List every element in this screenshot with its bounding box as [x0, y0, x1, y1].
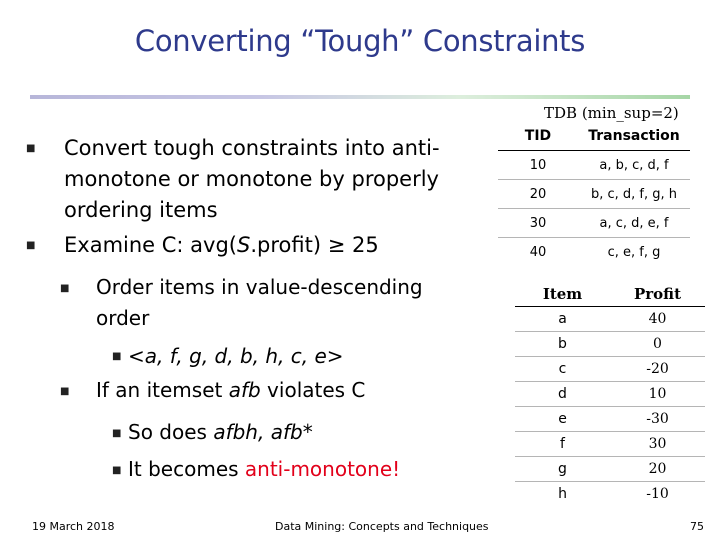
item-cell: c: [515, 357, 610, 382]
item-cell: e: [515, 407, 610, 432]
profit-header: Profit: [610, 282, 705, 307]
table-row: [515, 407, 705, 432]
item-cell: b: [515, 332, 610, 357]
profit-cell: 40: [610, 307, 705, 332]
table-row: [515, 482, 705, 507]
sub-sub-bullet-3-prefix: It becomes: [128, 457, 245, 481]
bullet-marker: [26, 240, 35, 251]
sub-sub-bullet-2-prefix: So does: [128, 420, 214, 444]
exclamation: !: [392, 457, 401, 481]
title-divider: [30, 95, 690, 99]
profit-cell: 10: [610, 382, 705, 407]
bullet-1-line-2: monotone or monotone by properly: [64, 167, 439, 191]
item-order-text: <a, f, g, d, b, h, c, e>: [128, 344, 344, 368]
anti-monotone-emphasis: anti-monotone: [244, 457, 393, 481]
bullet-2-prefix: Examine C: avg(: [64, 233, 237, 257]
footer-course: Data Mining: Concepts and Techniques: [275, 520, 489, 533]
sub-bullet-2-var: afb: [228, 378, 261, 402]
tdb-caption: TDB (min_sup=2): [544, 104, 679, 122]
table-header-row: [498, 122, 690, 151]
table-row: [498, 151, 690, 180]
bullet-2-text: [64, 230, 379, 261]
item-header: Item: [515, 282, 610, 307]
item-cell: a: [515, 307, 610, 332]
table-row: [515, 332, 705, 357]
tid-cell: 30: [498, 209, 578, 238]
bullet-marker: [60, 283, 69, 294]
bullet-2-var: S: [237, 233, 251, 257]
sub-sub-bullet-2-var: afbh, afb*: [213, 420, 313, 444]
transaction-cell: b, c, d, f, g, h: [578, 180, 690, 209]
tid-cell: 20: [498, 180, 578, 209]
profit-cell: 20: [610, 457, 705, 482]
transaction-cell: a, c, d, e, f: [578, 209, 690, 238]
table-row: [498, 238, 690, 267]
table-row: [515, 382, 705, 407]
bullet-marker: [112, 351, 121, 362]
table-header-row: [515, 282, 705, 307]
slide-title: Converting “Tough” Constraints: [134, 24, 586, 58]
bullet-1-text: [64, 133, 440, 226]
profit-cell: -30: [610, 407, 705, 432]
profit-table: [515, 282, 705, 506]
sub-sub-bullet-2-text: [128, 417, 313, 448]
table-row: [515, 457, 705, 482]
item-cell: g: [515, 457, 610, 482]
table-row: [498, 180, 690, 209]
transaction-table: [498, 122, 690, 266]
item-cell: h: [558, 486, 567, 502]
table-row: [515, 432, 705, 457]
profit-cell: -10: [646, 486, 669, 502]
bullet-marker: [112, 428, 121, 439]
bullet-1-line-3: ordering items: [64, 198, 218, 222]
transaction-header: Transaction: [578, 122, 690, 151]
sub-bullet-1-line-2: order: [96, 306, 150, 330]
bullet-marker: [112, 465, 121, 476]
bullet-1-line-1: Convert tough constraints into anti-: [64, 136, 440, 160]
profit-cell: 0: [610, 332, 705, 357]
bullet-marker: [26, 143, 35, 154]
transaction-cell: a, b, c, d, f: [578, 151, 690, 180]
tid-header: TID: [498, 122, 578, 151]
sub-bullet-2-prefix: If an itemset: [96, 378, 229, 402]
item-cell: f: [515, 432, 610, 457]
sub-sub-bullet-3-text: [128, 454, 400, 485]
profit-cell: -20: [610, 357, 705, 382]
transaction-cell: c, e, f, g: [607, 244, 661, 260]
profit-cell: 30: [610, 432, 705, 457]
table-row: [515, 307, 705, 332]
tid-cell: 40: [529, 244, 547, 260]
bullet-marker: [60, 386, 69, 397]
tid-cell: 10: [498, 151, 578, 180]
bullet-2-suffix: .profit) ≥ 25: [250, 233, 379, 257]
sub-bullet-2-text: [96, 375, 365, 406]
page-number: 75: [690, 520, 704, 533]
sub-bullet-1-text: [96, 272, 423, 334]
sub-bullet-1-line-1: Order items in value-descending: [96, 275, 423, 299]
footer-date: 19 March 2018: [32, 520, 115, 533]
table-row: [515, 357, 705, 382]
sub-bullet-2-suffix: violates C: [260, 378, 366, 402]
item-cell: d: [515, 382, 610, 407]
table-row: [498, 209, 690, 238]
